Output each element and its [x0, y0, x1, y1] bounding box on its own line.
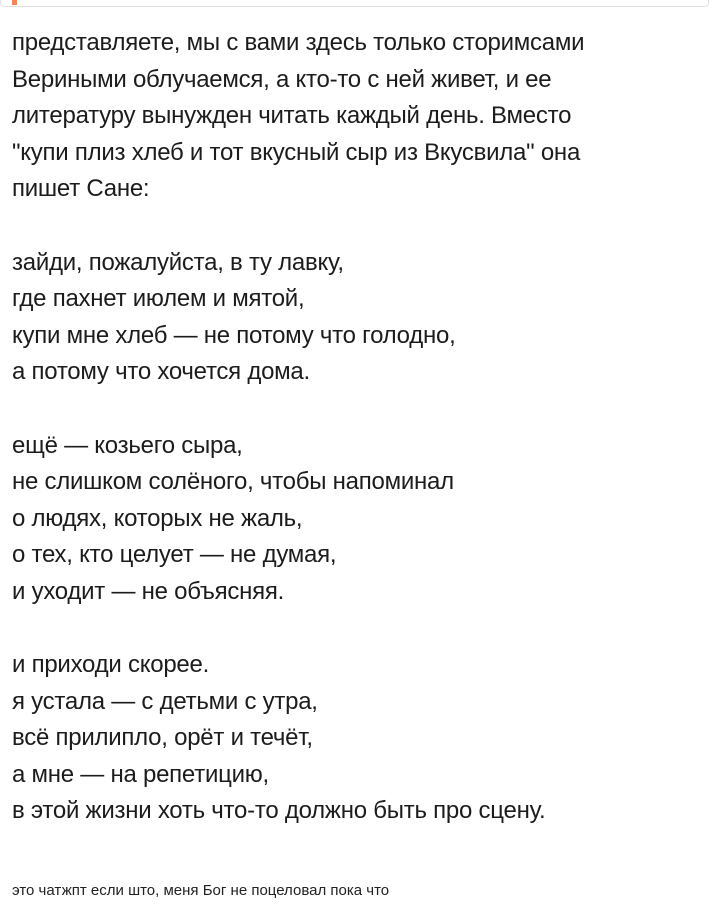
paragraph-gap	[12, 208, 708, 245]
intro-line: представляете, мы с вами здесь только сторимсами	[12, 29, 585, 56]
poem-line: зайди, пожалуйста, в ту лавку,	[12, 248, 344, 276]
intro-line: "купи плиз хлеб и тот вкусный сыр из Вкусвила" она	[12, 138, 581, 166]
poem-line: о тех, кто целует — не думая,	[12, 541, 337, 569]
intro-line: литературу вынужден читать каждый день. Вместо	[12, 102, 572, 130]
post-caption: это чатжпт если што, меня Бог не поцеловал пока что	[12, 882, 390, 899]
paragraph-gap	[12, 391, 708, 428]
poem-line: где пахнет июлем и мятой,	[12, 285, 305, 313]
intro-line: Вериными облучаемся, а кто-то с ней живет, и ее	[12, 65, 552, 93]
poem-line: ещё — козьего сыра,	[12, 431, 243, 459]
poem-line: а потому что хочется дома.	[12, 358, 310, 386]
accent-marker	[12, 0, 17, 5]
post-body	[12, 25, 708, 830]
poem-line: купи мне хлеб — не потому что голодно,	[12, 321, 456, 349]
poem-line: а мне — на репетицию,	[12, 760, 269, 788]
paragraph-gap	[12, 611, 708, 648]
poem-line: о людях, которых не жаль,	[12, 504, 303, 532]
previous-card-edge	[0, 0, 709, 7]
poem-line: и приходи скорее.	[12, 651, 210, 679]
poem-line: в этой жизни хоть что-то должно быть про сцену.	[12, 797, 546, 825]
poem-line: всё прилипло, орёт и течёт,	[12, 724, 313, 752]
poem-line: и уходит — не объясняя.	[12, 577, 285, 605]
poem-line: не слишком солёного, чтобы напоминал	[12, 468, 454, 496]
intro-line: пишет Сане:	[12, 175, 150, 203]
poem-line: я устала — с детьми с утра,	[12, 687, 318, 715]
